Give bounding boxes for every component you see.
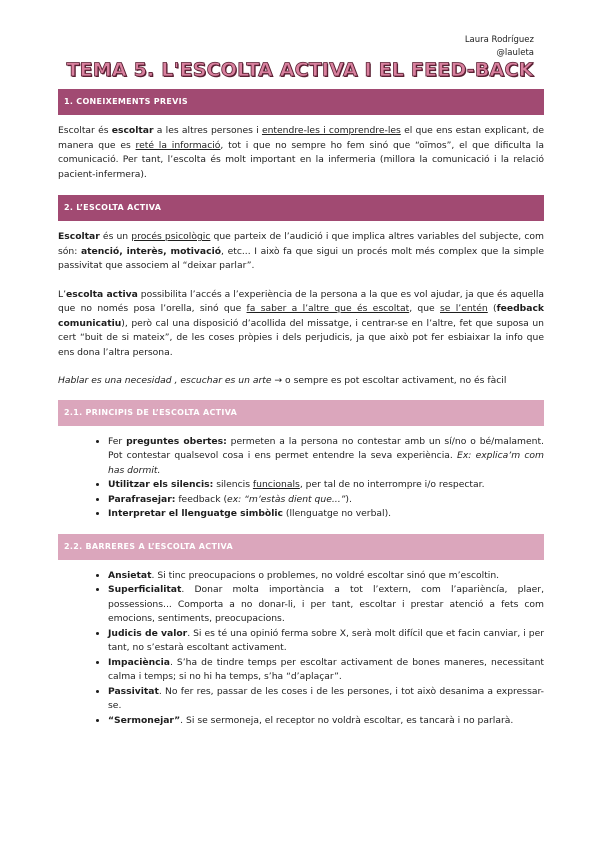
italic-text: Ex: explica’m com has dormit.: [108, 450, 544, 476]
text: L’: [58, 288, 67, 300]
text: a les altres persones i: [153, 125, 262, 136]
text: feedback (: [175, 493, 228, 505]
list-item: [108, 478, 544, 493]
section-heading-coneixements-previs: 1. CONEIXEMENTS PREVIS: [58, 89, 544, 115]
author-block: [465, 34, 534, 60]
text: . S’ha de tindre temps per escoltar activament de bones maneres, necessitant calma i temps; si no hi ha temps, s’ha “d’aplaçar”.: [108, 656, 544, 682]
bold-text: Judicis de valor: [108, 627, 188, 639]
underlined-text: procés psicològic: [131, 231, 211, 242]
barreres-list: [58, 569, 544, 729]
bold-text: Impaciència: [108, 656, 170, 668]
text: → o sempre es pot escoltar activament, no és fàcil: [271, 375, 507, 386]
list-item: [108, 583, 544, 627]
underlined-text: entendre-les i comprendre-les: [261, 125, 401, 136]
list-item: [108, 714, 544, 729]
text: (: [487, 303, 497, 314]
text: el que ens estan explicant, de manera que es: [58, 125, 544, 151]
list-item: [108, 493, 544, 508]
document-body: [58, 88, 544, 728]
list-item: [108, 435, 544, 479]
text: Fer: [108, 435, 127, 447]
section-heading-barreres: 2.2. BARRERES A L’ESCOLTA ACTIVA: [58, 534, 544, 560]
text: ), però cal una disposició d’acollida del missatge, i centrar-se en l’altre, fet que suposa un cert “buit de si mateix”, de les coses pròpies i dels perjudicis, ja que això pot fer esbiaixar la info que ens dona l’altra persona.: [58, 317, 544, 358]
underlined-text: reté la informació: [135, 139, 221, 151]
text: . Donar molta importància a tot l’extern, com l’aparièncía, plaer, possessions... Comporta a no donar-li, i per tant, escoltar i prestar atenció a fets com emocions, sentiments, preocupacions.: [108, 584, 544, 624]
bold-text: Interpretar el llenguatge simbòlic: [108, 508, 283, 519]
bold-text: Superficialitat: [108, 584, 182, 595]
paragraph-escoltar-proces: [58, 230, 544, 274]
text: permeten a la persona no contestar amb un sí/no o bé/malament. Pot contestar qualsevol cosa i ens permet entendre la seva experiència.: [108, 435, 544, 461]
bold-text: escolta activa: [66, 288, 138, 300]
list-item: [108, 627, 544, 656]
list-item: [108, 685, 544, 714]
section-heading-principis: 2.1. PRINCIPIS DE L’ESCOLTA ACTIVA: [58, 400, 544, 426]
principis-list: [58, 435, 544, 522]
document-title: TEMA 5. L'ESCOLTA ACTIVA I EL FEED-BACK: [66, 59, 534, 81]
bold-text: preguntes obertes:: [126, 435, 227, 447]
text: ).: [345, 493, 352, 505]
list-item: [108, 656, 544, 685]
text: . Si se sermoneja, el receptor no voldrà escoltar, es tancarà i no parlarà.: [180, 714, 514, 726]
list-item: [108, 507, 544, 522]
text: que parteix de l’audició i que implica altres variables del subjecte, com són:: [58, 231, 544, 257]
bold-text: Passivitat: [108, 685, 159, 697]
text: és un: [99, 231, 132, 242]
paragraph-hablar-escuchar: [58, 374, 544, 389]
text: Escoltar és: [58, 125, 112, 136]
text: possibilita l’accés a l’experiència de la persona a la que es vol ajudar, ja que és aquella que no només posa l’orella, sinó que: [58, 288, 544, 314]
text: . Si tinc preocupacions o problemes, no voldré escoltar sinó que m’escoltin.: [151, 569, 500, 581]
text: , per tal de no interrompre i/o respectar.: [299, 479, 485, 490]
text: (llenguatge no verbal).: [282, 508, 392, 519]
text: , tot i que no sempre ho fem sinó que “oïmos”, el que dificulta la comunicació. Per tant, l’escolta és molt important en la infermeria (millora la comunicació i la relació pacient-infermera).: [58, 139, 544, 180]
text: . Si es té una opinió ferma sobre X, serà molt difícil que et facin canviar, i per tant, no s’estarà escoltant activament.: [108, 627, 544, 653]
text: silencis: [213, 479, 253, 490]
list-item: [108, 569, 544, 584]
italic-text: Hablar es una necesidad , escuchar es un arte: [58, 375, 272, 386]
italic-text: ex: “m’estàs dient que...”: [227, 493, 346, 505]
bold-text: atenció, interès, motivació: [80, 245, 222, 257]
bold-text: Escoltar: [58, 231, 100, 242]
text: . No fer res, passar de les coses i de les persones, i tot això desanima a expressar-se.: [108, 685, 544, 711]
paragraph-escoltar-definition: [58, 124, 544, 182]
author-handle: @lauleta: [496, 48, 534, 58]
bold-text: Utilitzar els silencis:: [108, 479, 214, 490]
section-heading-escolta-activa: 2. L’ESCOLTA ACTIVA: [58, 195, 544, 221]
underlined-text: se l’entén: [440, 303, 488, 314]
bold-text: “Sermonejar”: [108, 714, 181, 726]
text: , etc... I això fa que sigui un procés molt més complex que la simple passivitat que associem al “deixar parlar”.: [58, 245, 544, 271]
text: , que: [409, 303, 440, 314]
paragraph-escolta-activa: [58, 288, 544, 361]
bold-text: Ansietat: [108, 569, 152, 581]
bold-text: escoltar: [111, 125, 154, 136]
bold-text: feedback comunicatiu: [58, 303, 545, 329]
underlined-text: funcionals: [252, 479, 300, 490]
bold-text: Parafrasejar:: [108, 493, 176, 505]
author-name: Laura Rodríguez: [464, 35, 534, 45]
underlined-text: fa saber a l’altre que és escoltat: [246, 303, 410, 314]
